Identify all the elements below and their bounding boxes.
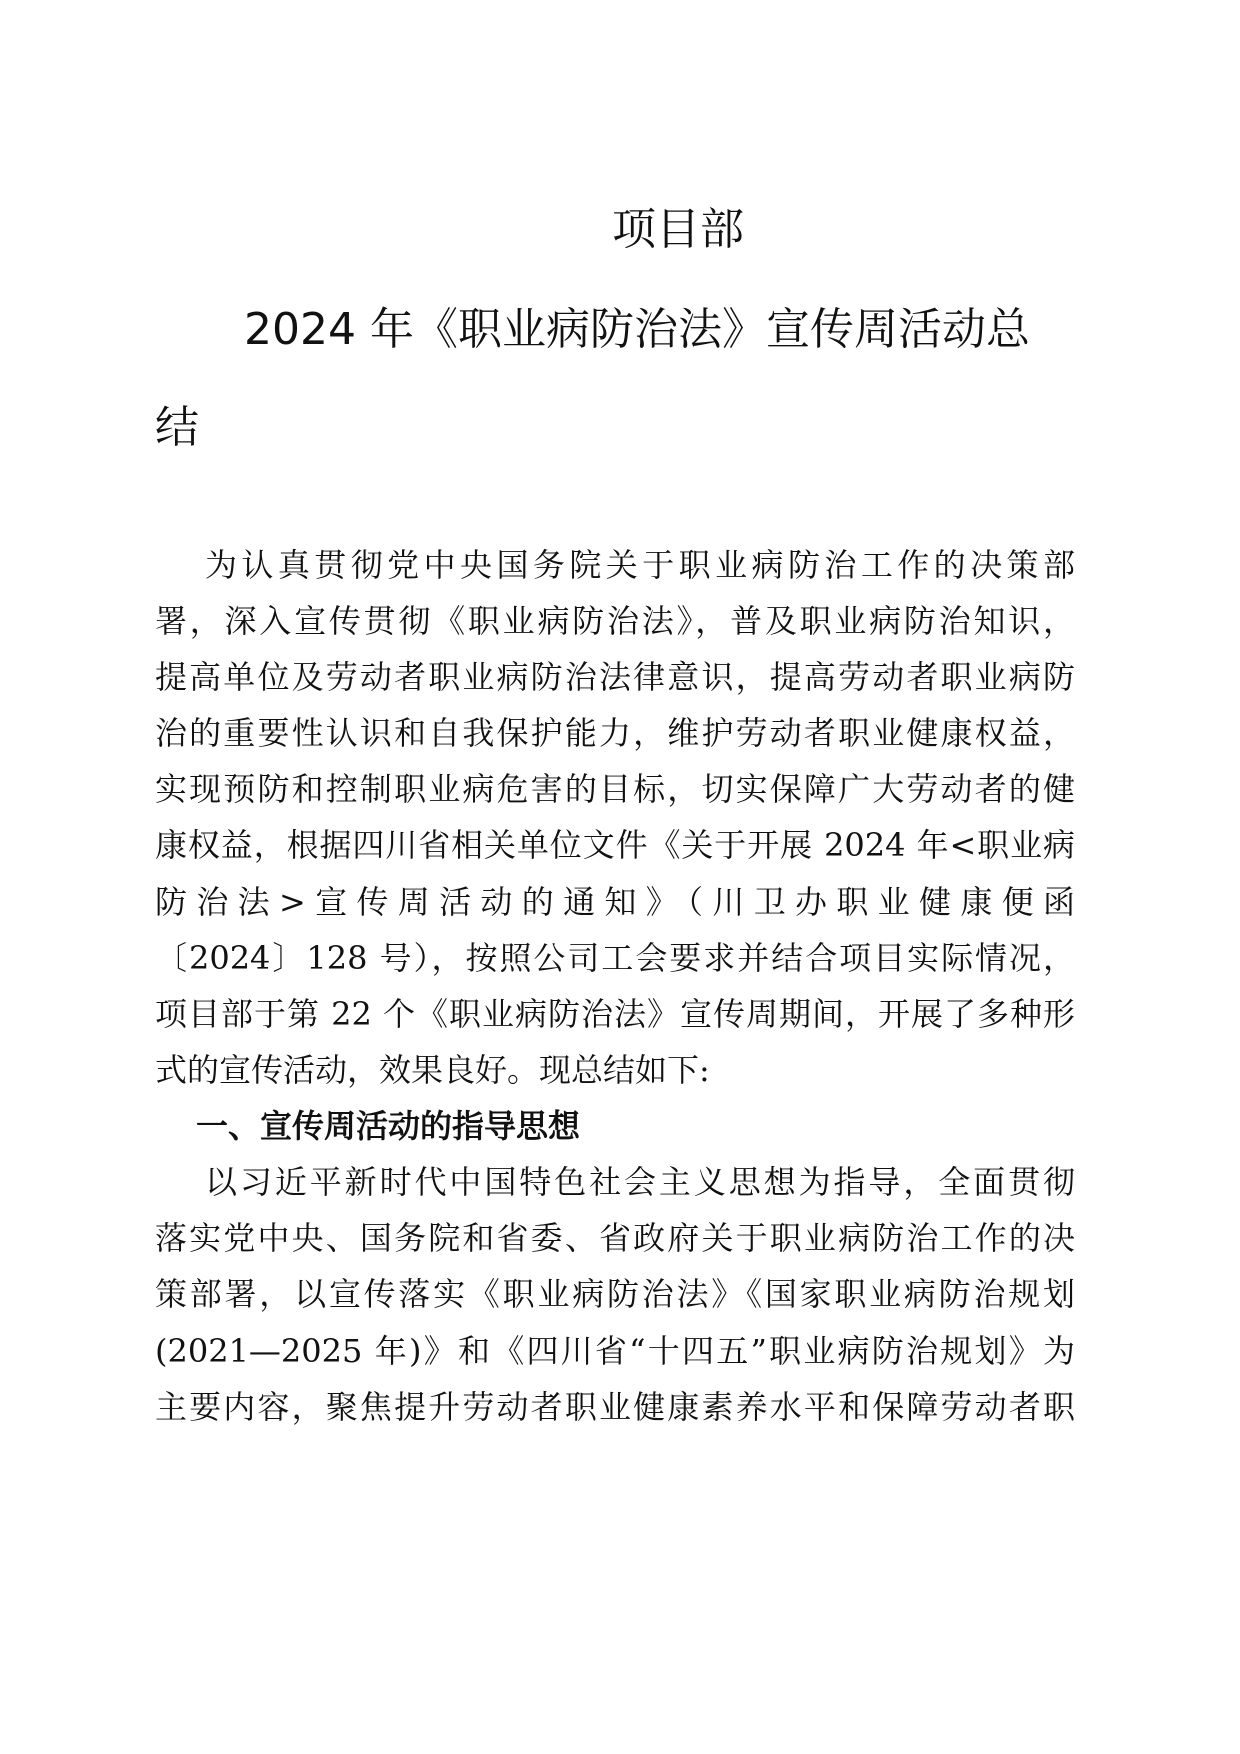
paragraph-line: 署，深入宣传贯彻《职业病防治法》，普及职业病防治知识， bbox=[155, 602, 1075, 640]
title-department: 项目部 bbox=[612, 204, 744, 255]
paragraph-line: 式的宣传活动，效果良好。现总结如下: bbox=[155, 1051, 710, 1089]
paragraph-line: 实现预防和控制职业病危害的目标，切实保障广大劳动者的健 bbox=[155, 770, 1075, 808]
title-main: 2024 年《职业病防治法》宣传周活动总 bbox=[244, 304, 1030, 355]
paragraph-line: 策部署，以宣传落实《职业病防治法》《国家职业病防治规划 bbox=[155, 1275, 1075, 1313]
paragraph-line: 〔2024〕128 号），按照公司工会要求并结合项目实际情况， bbox=[155, 939, 1075, 977]
paragraph-line: 项目部于第 22 个《职业病防治法》宣传周期间，开展了多种形 bbox=[155, 995, 1075, 1033]
paragraph-line: 落实党中央、国务院和省委、省政府关于职业病防治工作的决 bbox=[155, 1219, 1075, 1257]
paragraph-line: (2021—2025 年)》和《四川省“十四五”职业病防治规划》为 bbox=[155, 1332, 1075, 1370]
title-main-continued: 结 bbox=[155, 402, 199, 453]
paragraph-line: 以习近平新时代中国特色社会主义思想为指导，全面贯彻 bbox=[205, 1163, 1075, 1201]
paragraph-line: 康权益，根据四川省相关单位文件《关于开展 2024 年<职业病 bbox=[155, 826, 1075, 864]
section-heading: 一、宣传周活动的指导思想 bbox=[196, 1107, 581, 1145]
paragraph-line: 防治法>宣传周活动的通知》（川卫办职业健康便函 bbox=[155, 883, 1075, 921]
paragraph-line: 提高单位及劳动者职业病防治法律意识，提高劳动者职业病防 bbox=[155, 658, 1075, 696]
paragraph-line: 为认真贯彻党中央国务院关于职业病防治工作的决策部 bbox=[205, 546, 1075, 584]
paragraph-line: 主要内容，聚焦提升劳动者职业健康素养水平和保障劳动者职 bbox=[155, 1388, 1075, 1426]
paragraph-line: 治的重要性认识和自我保护能力，维护劳动者职业健康权益， bbox=[155, 714, 1075, 752]
